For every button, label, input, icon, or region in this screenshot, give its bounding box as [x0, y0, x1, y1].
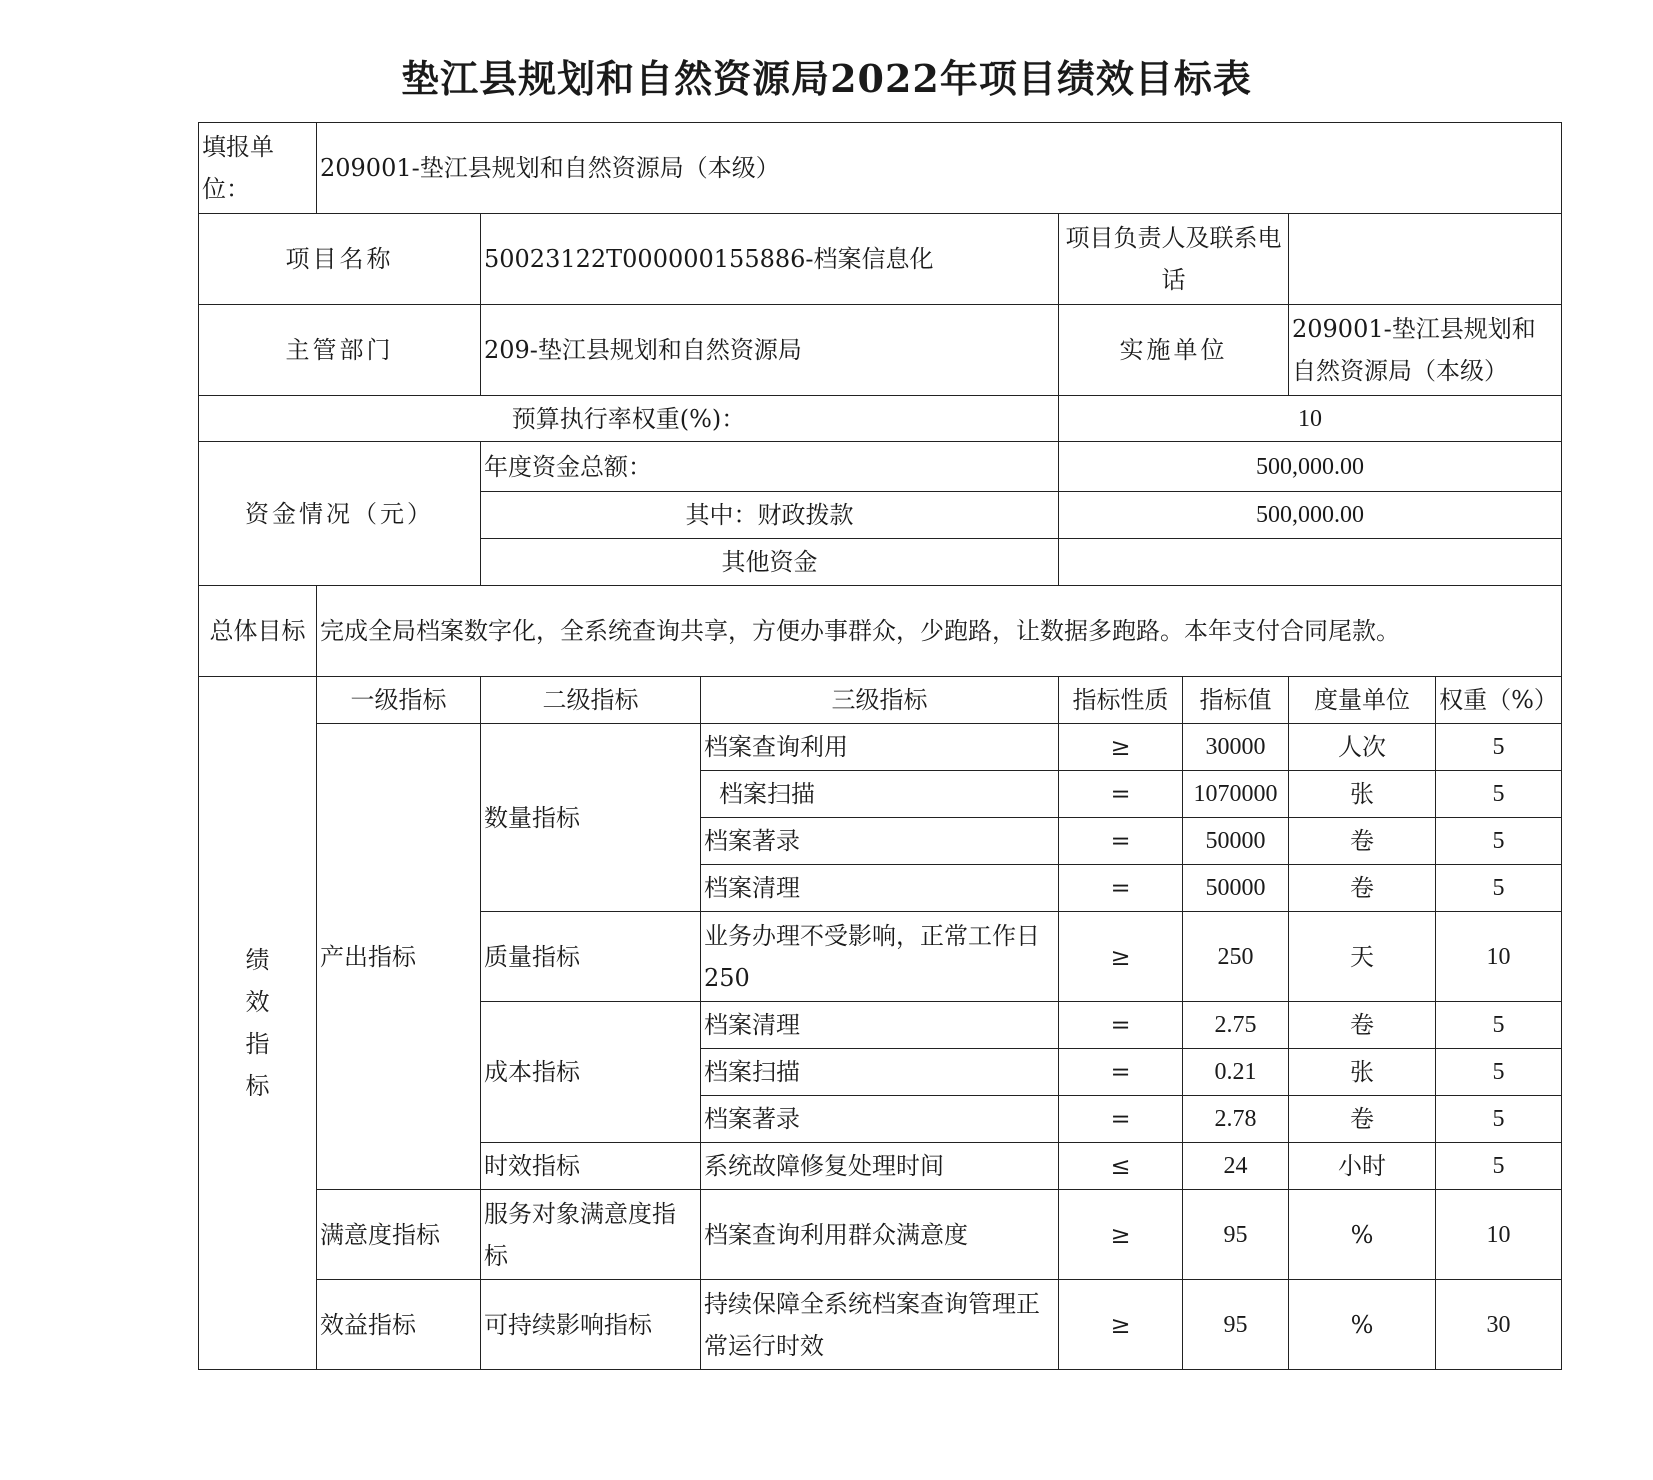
indicator-unit: 卷	[1289, 865, 1436, 912]
indicator-name: 档案查询利用群众满意度	[701, 1190, 1059, 1280]
indicator-value: 30000	[1183, 724, 1289, 771]
indicator-value: 50000	[1183, 865, 1289, 912]
col-header-level2: 二级指标	[481, 677, 701, 724]
level1-satisfaction: 满意度指标	[317, 1190, 481, 1280]
indicator-op: =	[1059, 1002, 1183, 1049]
indicator-unit: 人次	[1289, 724, 1436, 771]
indicator-value: 2.78	[1183, 1096, 1289, 1143]
indicator-unit: 张	[1289, 771, 1436, 818]
indicator-unit: %	[1289, 1280, 1436, 1370]
project-name-label: 项目名称	[199, 214, 481, 305]
col-header-unit: 度量单位	[1289, 677, 1436, 724]
indicator-value: 95	[1183, 1280, 1289, 1370]
goal-label: 总体目标	[199, 586, 317, 677]
indicator-op: =	[1059, 1049, 1183, 1096]
level2-service-satisfaction: 服务对象满意度指标	[481, 1190, 701, 1280]
indicator-name: 档案清理	[701, 1002, 1059, 1049]
level1-output: 产出指标	[317, 724, 481, 1190]
indicator-name: 档案清理	[701, 865, 1059, 912]
level1-benefit: 效益指标	[317, 1280, 481, 1370]
performance-target-table	[198, 122, 1562, 1370]
indicator-weight: 5	[1436, 771, 1562, 818]
project-name-value: 50023122T000000155886-档案信息化	[481, 214, 1059, 305]
level2-quality: 质量指标	[481, 912, 701, 1002]
indicator-value: 24	[1183, 1143, 1289, 1190]
indicator-op: ≥	[1059, 724, 1183, 771]
indicator-weight: 5	[1436, 818, 1562, 865]
indicator-unit: %	[1289, 1190, 1436, 1280]
indicator-op: ≥	[1059, 1280, 1183, 1370]
indicator-value: 250	[1183, 912, 1289, 1002]
indicator-value: 2.75	[1183, 1002, 1289, 1049]
indicator-op: =	[1059, 771, 1183, 818]
col-header-value: 指标值	[1183, 677, 1289, 724]
funds-total-label: 年度资金总额：	[481, 442, 1059, 492]
indicator-op: =	[1059, 865, 1183, 912]
funds-total-value: 500,000.00	[1059, 442, 1562, 492]
level2-timeliness: 时效指标	[481, 1143, 701, 1190]
indicator-op: ≤	[1059, 1143, 1183, 1190]
level2-cost: 成本指标	[481, 1002, 701, 1143]
contact-label: 项目负责人及联系电话	[1059, 214, 1289, 305]
indicator-name: 档案查询利用	[701, 724, 1059, 771]
indicator-name: 档案著录	[701, 1096, 1059, 1143]
indicator-value: 95	[1183, 1190, 1289, 1280]
indicators-section-label	[199, 677, 317, 1370]
indicator-value: 0.21	[1183, 1049, 1289, 1096]
col-header-nature: 指标性质	[1059, 677, 1183, 724]
funds-other-label: 其他资金	[481, 539, 1059, 586]
funds-fiscal-value: 500,000.00	[1059, 492, 1562, 539]
indicator-name: 持续保障全系统档案查询管理正常运行时效	[701, 1280, 1059, 1370]
indicator-op: ≥	[1059, 1190, 1183, 1280]
level2-sustainable: 可持续影响指标	[481, 1280, 701, 1370]
indicators-section-text: 绩效指标	[245, 946, 270, 1100]
indicator-value: 1070000	[1183, 771, 1289, 818]
col-header-level3: 三级指标	[701, 677, 1059, 724]
unit-value: 209001-垫江县规划和自然资源局（本级）	[317, 123, 1562, 214]
indicator-weight: 30	[1436, 1280, 1562, 1370]
dept-value: 209-垫江县规划和自然资源局	[481, 305, 1059, 396]
indicator-op: ≥	[1059, 912, 1183, 1002]
indicator-op: =	[1059, 818, 1183, 865]
indicator-op: =	[1059, 1096, 1183, 1143]
indicator-weight: 5	[1436, 1002, 1562, 1049]
indicator-unit: 卷	[1289, 818, 1436, 865]
indicator-name: 档案著录	[701, 818, 1059, 865]
level2-quantity: 数量指标	[481, 724, 701, 912]
indicator-weight: 5	[1436, 865, 1562, 912]
indicator-weight: 5	[1436, 1143, 1562, 1190]
budget-rate-value: 10	[1059, 396, 1562, 442]
impl-label: 实施单位	[1059, 305, 1289, 396]
indicator-unit: 张	[1289, 1049, 1436, 1096]
indicator-name: 系统故障修复处理时间	[701, 1143, 1059, 1190]
indicator-unit: 卷	[1289, 1096, 1436, 1143]
unit-label: 填报单位：	[199, 123, 317, 214]
indicator-weight: 10	[1436, 1190, 1562, 1280]
indicator-name: 档案扫描	[701, 771, 1059, 818]
page-title: 垫江县规划和自然资源局2022年项目绩效目标表	[401, 56, 1252, 101]
funds-fiscal-label: 其中：财政拨款	[481, 492, 1059, 539]
indicator-unit: 天	[1289, 912, 1436, 1002]
indicator-unit: 卷	[1289, 1002, 1436, 1049]
indicator-weight: 5	[1436, 1096, 1562, 1143]
impl-value: 209001-垫江县规划和自然资源局（本级）	[1289, 305, 1562, 396]
col-header-level1: 一级指标	[317, 677, 481, 724]
funds-label: 资金情况（元）	[199, 442, 481, 586]
indicator-weight: 10	[1436, 912, 1562, 1002]
indicator-weight: 5	[1436, 1049, 1562, 1096]
col-header-weight: 权重（%）	[1436, 677, 1562, 724]
funds-other-value	[1059, 539, 1562, 586]
contact-value	[1289, 214, 1562, 305]
budget-rate-label: 预算执行率权重(%)：	[199, 396, 1059, 442]
indicator-name: 档案扫描	[701, 1049, 1059, 1096]
indicator-value: 50000	[1183, 818, 1289, 865]
dept-label: 主管部门	[199, 305, 481, 396]
indicator-weight: 5	[1436, 724, 1562, 771]
indicator-unit: 小时	[1289, 1143, 1436, 1190]
goal-text: 完成全局档案数字化，全系统查询共享，方便办事群众，少跑路，让数据多跑路。本年支付合同尾款。	[317, 586, 1562, 677]
indicator-name: 业务办理不受影响，正常工作日250	[701, 912, 1059, 1002]
